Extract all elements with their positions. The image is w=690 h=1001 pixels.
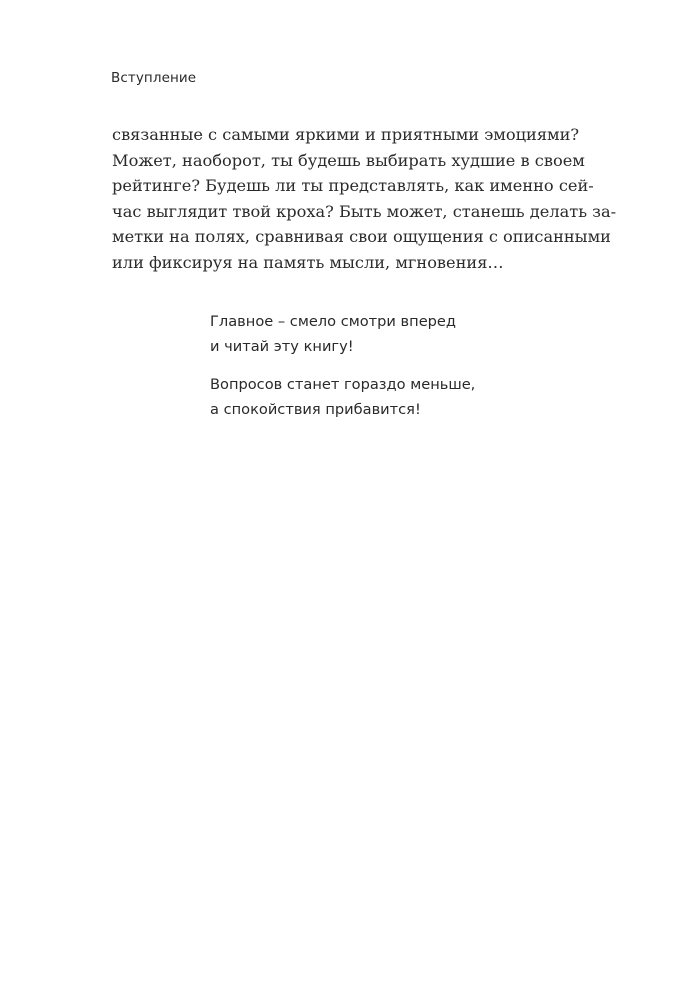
callout-block bbox=[210, 309, 476, 435]
running-head: Вступление bbox=[111, 70, 197, 86]
body-line: метки на полях, сравнивая свои ощущения с описанными bbox=[112, 227, 611, 246]
callout-line: и читай эту книгу! bbox=[210, 338, 354, 355]
callout-paragraph bbox=[210, 372, 476, 422]
callout-paragraph bbox=[210, 309, 470, 359]
callout-line: а спокойствия прибавится! bbox=[210, 401, 421, 418]
callout-line: Главное – смело смотри вперед bbox=[210, 313, 457, 330]
body-line: час выглядит твой кроха? Быть может, станешь делать за- bbox=[112, 201, 617, 221]
body-line: рейтинге? Будешь ли ты представлять, как именно сей- bbox=[112, 176, 594, 195]
body-line: связанные с самыми яркими и приятными эмоциями? bbox=[112, 125, 580, 144]
body-line: или фиксируя на память мысли, мгновения… bbox=[112, 252, 504, 272]
body-paragraph bbox=[112, 122, 617, 275]
callout-line: Вопросов станет гораздо меньше, bbox=[210, 376, 476, 393]
body-line: Может, наоборот, ты будешь выбирать худшие в своем bbox=[112, 150, 585, 170]
